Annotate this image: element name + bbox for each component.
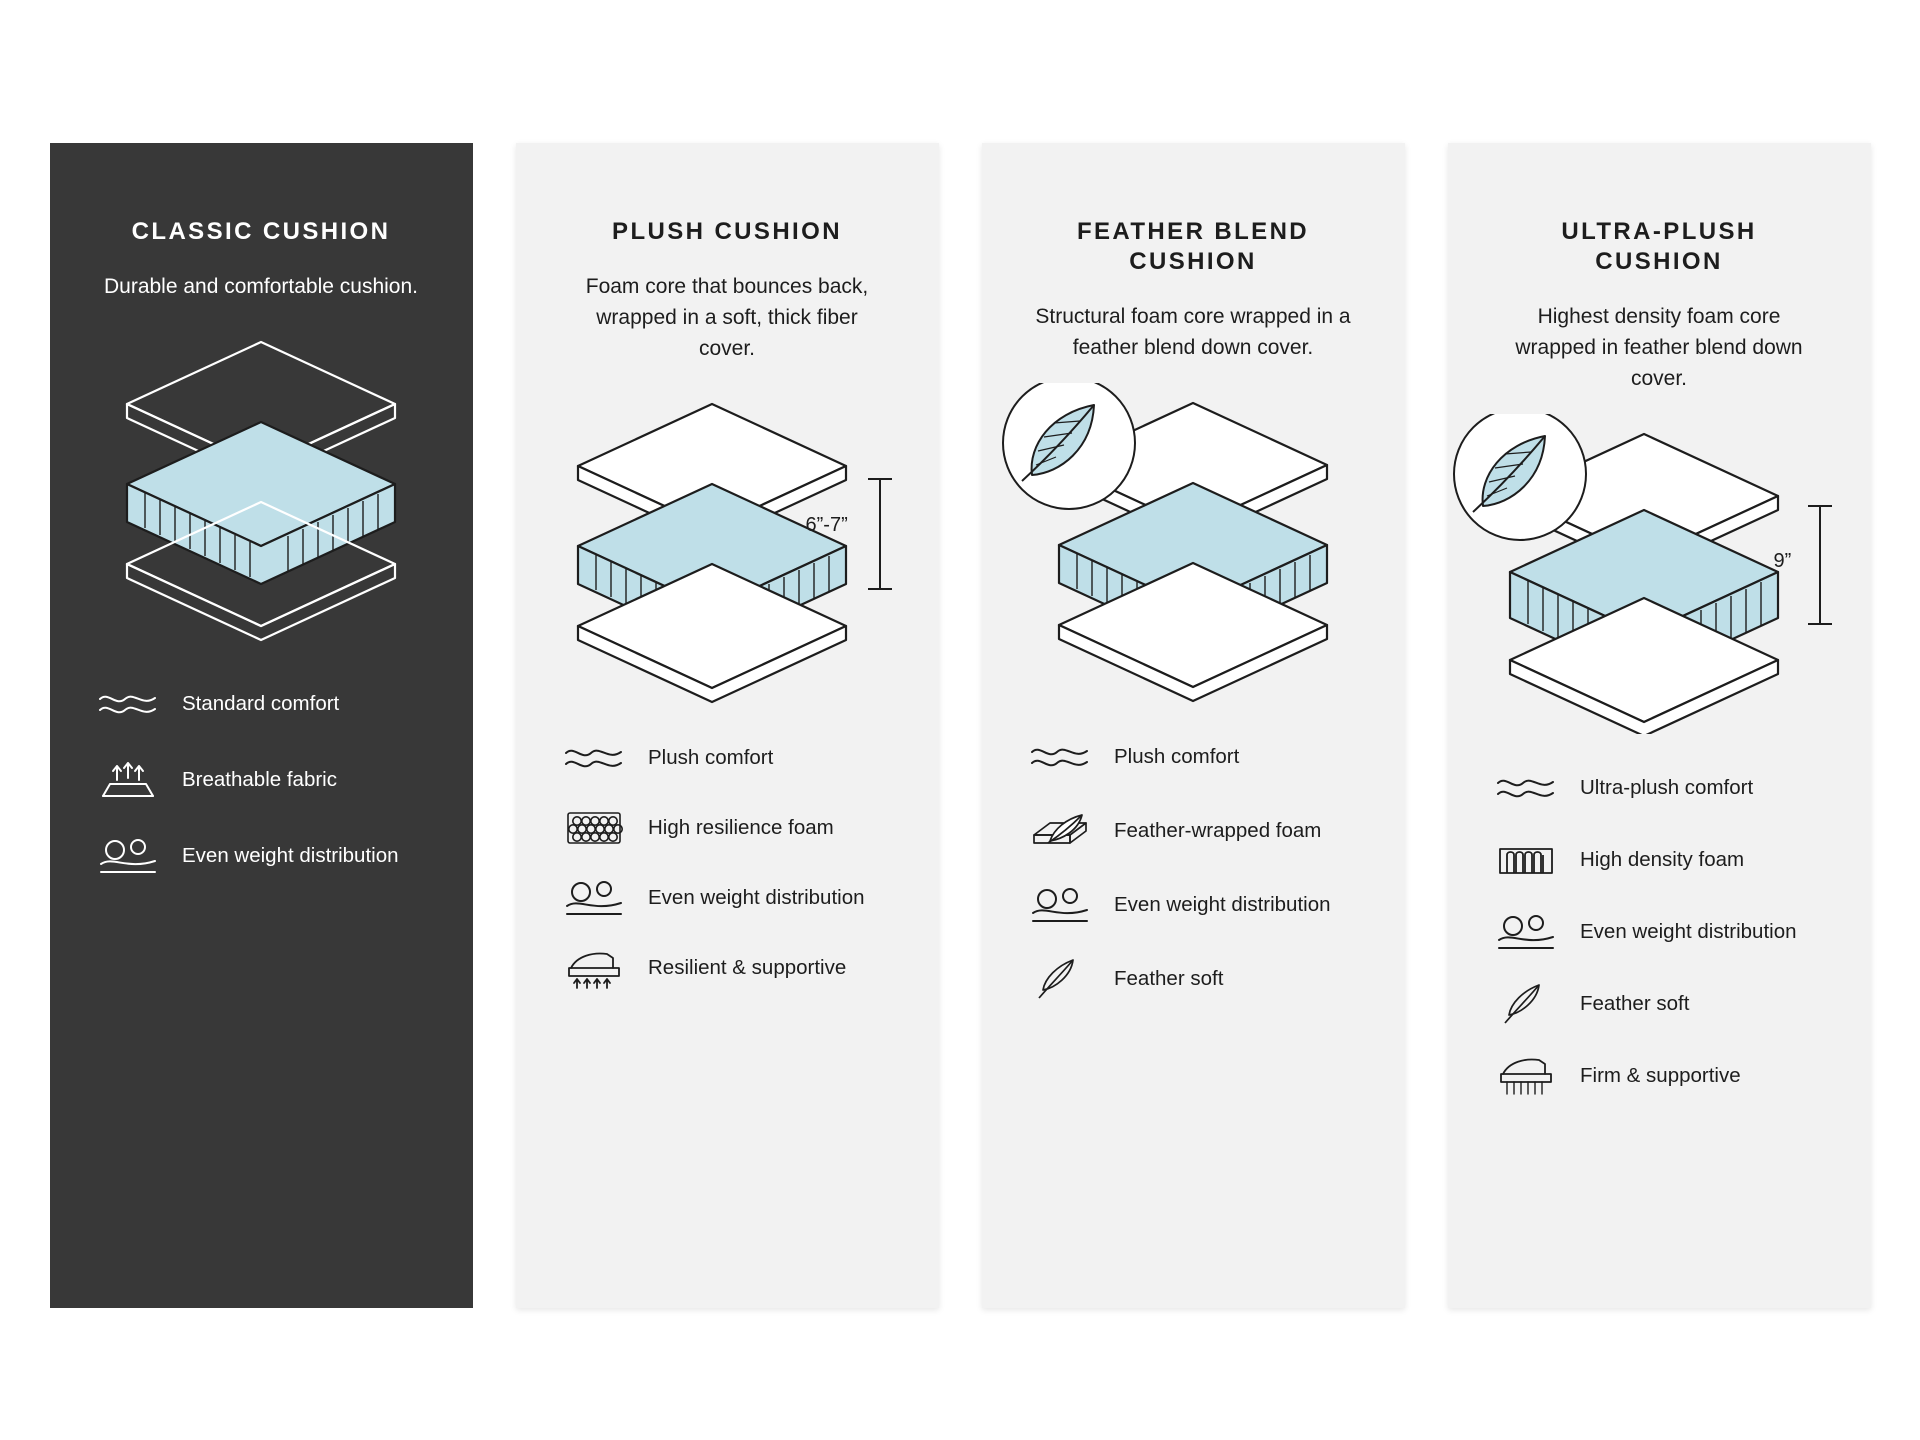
feature-label: Even weight distribution (1580, 920, 1797, 943)
feature-item (96, 756, 426, 804)
feature-label: Resilient & supportive (648, 956, 847, 979)
feature-item (562, 874, 892, 922)
wave-comfort-icon (1494, 764, 1558, 812)
cushion-card-feather-blend (982, 143, 1405, 1308)
honeycomb-foam-icon (562, 804, 626, 852)
card-title: FEATHER BLEND CUSHION (1076, 218, 1310, 275)
cushion-diagram-plush (516, 384, 939, 704)
card-description: Structural foam core wrapped in a feather blend down cover. (1035, 305, 1351, 359)
card-title: PLUSH CUSHION (612, 218, 842, 245)
even-weight-icon (1028, 881, 1092, 929)
feature-label: Ultra-plush comfort (1580, 776, 1754, 799)
cushion-card-plush (516, 143, 939, 1308)
card-title: CLASSIC CUSHION (131, 218, 391, 245)
feather-wrapped-foam-icon (1028, 807, 1092, 855)
feature-label: Feather soft (1580, 992, 1690, 1015)
firm-support-icon (1494, 1052, 1558, 1100)
wave-comfort-icon (1028, 733, 1092, 781)
cushion-diagram-feather-blend (982, 383, 1405, 703)
density-foam-icon (1494, 836, 1558, 884)
feather-icon (1494, 980, 1558, 1028)
feature-label: Feather-wrapped foam (1114, 819, 1322, 842)
supportive-seat-icon (562, 944, 626, 992)
even-weight-icon (96, 832, 160, 880)
feature-item (1028, 881, 1358, 929)
feature-item (562, 734, 892, 782)
cushion-diagram-classic (50, 322, 473, 642)
even-weight-icon (562, 874, 626, 922)
feature-label: Even weight distribution (648, 886, 865, 909)
cushion-card-classic (50, 143, 473, 1308)
card-description: Foam core that bounces back, wrapped in a soft, thick fiber cover. (585, 275, 869, 360)
feature-label: Breathable fabric (182, 768, 337, 791)
feature-item (562, 944, 892, 992)
breathable-fabric-icon (96, 756, 160, 804)
cushion-card-ultra-plush (1448, 143, 1871, 1308)
feature-label: Standard comfort (182, 692, 340, 715)
feature-item (96, 680, 426, 728)
feature-label: Firm & supportive (1580, 1064, 1741, 1087)
feature-label: Plush comfort (648, 746, 774, 769)
wave-comfort-icon (96, 680, 160, 728)
feature-list (1028, 733, 1358, 1003)
feature-label: Even weight distribution (1114, 893, 1331, 916)
feature-list (1494, 764, 1824, 1100)
feature-item (1028, 955, 1358, 1003)
feather-icon (1028, 955, 1092, 1003)
feature-label: Feather soft (1114, 967, 1224, 990)
card-description: Highest density foam core wrapped in feather blend down cover. (1515, 305, 1803, 390)
feature-item (96, 832, 426, 880)
feature-label: High resilience foam (648, 816, 834, 839)
feature-list (96, 680, 426, 880)
feature-item (1028, 733, 1358, 781)
feature-item (1494, 836, 1824, 884)
depth-label: 9” (1773, 550, 1792, 572)
even-weight-icon (1494, 908, 1558, 956)
feature-item (1494, 764, 1824, 812)
card-title: ULTRA-PLUSH CUSHION (1561, 218, 1757, 275)
feature-label: Even weight distribution (182, 844, 399, 867)
depth-label: 6”-7” (805, 514, 848, 536)
feature-label: High density foam (1580, 848, 1745, 871)
feature-item (1028, 807, 1358, 855)
feature-item (562, 804, 892, 852)
feature-list (562, 734, 892, 992)
feature-item (1494, 980, 1824, 1028)
feature-item (1494, 1052, 1824, 1100)
card-description: Durable and comfortable cushion. (103, 275, 418, 298)
wave-comfort-icon (562, 734, 626, 782)
feature-item (1494, 908, 1824, 956)
feature-label: Plush comfort (1114, 745, 1240, 768)
cushion-diagram-ultra-plush (1448, 414, 1871, 734)
